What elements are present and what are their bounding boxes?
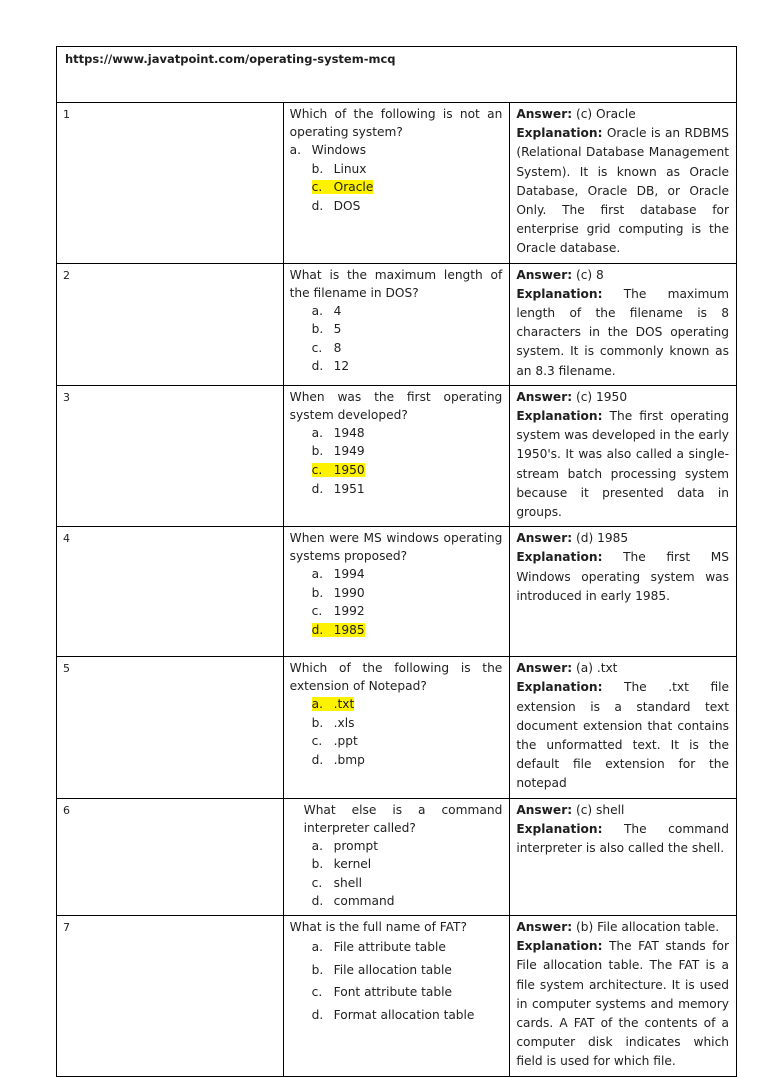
options-list (290, 424, 503, 498)
option-letter: d. (311, 198, 324, 213)
option-item (312, 565, 503, 584)
option-item (312, 461, 503, 480)
answer-label: Answer: (516, 531, 573, 546)
option-content (312, 199, 361, 213)
option-text: .ppt (333, 734, 358, 749)
correct-option-highlight (312, 623, 365, 637)
answer-value: (d) 1985 (575, 531, 629, 546)
option-item (312, 178, 503, 197)
question-row-1 (57, 103, 737, 264)
question-cell (283, 657, 510, 798)
option-text: Windows (311, 143, 367, 157)
option-item (312, 874, 503, 893)
option-text: .txt (333, 697, 355, 712)
option-letter: a. (311, 697, 323, 712)
question-text: Which of the following is the extension of Notepad? (289, 661, 503, 694)
option-letter: c. (311, 180, 323, 195)
option-text: .bmp (333, 753, 365, 768)
options-list (290, 695, 503, 769)
question-number: 2 (57, 263, 284, 385)
option-letter: c. (311, 985, 323, 1000)
answer-cell (510, 527, 737, 657)
question-number: 4 (57, 527, 284, 657)
answer-label: Answer: (516, 802, 573, 817)
explanation-line (516, 407, 729, 522)
option-letter: d. (311, 1007, 324, 1022)
explanation-text: The command interpreter is also called the shell. (516, 821, 730, 856)
answer-cell (510, 916, 737, 1077)
mcq-document (56, 46, 737, 1077)
options-list (290, 302, 503, 376)
options-list (290, 936, 503, 1026)
option-text: 1992 (333, 604, 365, 619)
option-content (312, 876, 362, 890)
explanation-line (516, 285, 729, 381)
option-item (312, 442, 503, 461)
option-content (312, 482, 365, 496)
answer-cell (510, 657, 737, 798)
question-row-5 (57, 657, 737, 798)
option-content (312, 604, 365, 618)
answer-value: (c) 8 (575, 267, 604, 282)
option-content (312, 716, 355, 730)
option-letter: a. (311, 838, 323, 853)
option-letter: a. (311, 303, 323, 318)
explanation-text: The maximum length of the filename is 8 characters in the DOS operating system. It is commonly known as an 8.3 filename. (516, 286, 729, 378)
option-text: .xls (333, 715, 355, 730)
question-text: When were MS windows operating systems proposed? (289, 531, 503, 564)
option-text: 1994 (333, 567, 365, 582)
explanation-line (516, 678, 729, 793)
answer-cell (510, 263, 737, 385)
question-row-4 (57, 527, 737, 657)
option-letter: d. (311, 481, 324, 496)
option-content (312, 857, 372, 871)
question-row-6 (57, 798, 737, 915)
answer-line (516, 266, 729, 285)
option-content (312, 322, 342, 336)
option-text: Oracle (333, 180, 374, 195)
question-cell (283, 385, 510, 526)
answer-label: Answer: (516, 267, 573, 282)
answer-cell (510, 798, 737, 915)
option-item (312, 302, 503, 321)
question-row-3 (57, 385, 737, 526)
option-content (312, 426, 365, 440)
option-text: 1949 (333, 444, 365, 459)
option-letter: c. (311, 734, 323, 749)
option-item (312, 320, 503, 339)
option-content (312, 586, 365, 600)
mcq-table (56, 46, 737, 1077)
option-item (312, 621, 503, 640)
option-item (312, 602, 503, 621)
option-text: prompt (333, 838, 378, 853)
option-letter: d. (311, 753, 324, 768)
option-letter: c. (311, 875, 323, 890)
question-text: What is the full name of FAT? (289, 920, 467, 935)
option-text: shell (333, 875, 363, 890)
option-item (312, 855, 503, 874)
explanation-text: The FAT stands for File allocation table. The FAT is a file system architecture. It is used in computer systems and memory cards. A FAT of the contents of a computer disk indicates which field is used for which file. (516, 939, 729, 1069)
option-letter: b. (311, 962, 324, 977)
question-number: 5 (57, 657, 284, 798)
option-item (312, 981, 503, 1004)
option-letter: d. (311, 623, 324, 638)
explanation-label: Explanation: (516, 821, 603, 836)
option-content (312, 341, 342, 355)
answer-line (516, 388, 729, 407)
option-letter: a. (311, 425, 323, 440)
option-content (312, 963, 452, 977)
option-letter: c. (311, 604, 323, 619)
option-content (312, 304, 342, 318)
option-item (312, 197, 503, 216)
option-letter: b. (311, 444, 324, 459)
answer-cell (510, 103, 737, 264)
question-text: What else is a command interpreter called? (303, 802, 503, 835)
option-letter: b. (311, 857, 324, 872)
options-list (290, 565, 503, 639)
option-content (312, 894, 395, 908)
option-item (312, 695, 503, 714)
option-text: 1951 (333, 481, 365, 496)
answer-line (516, 105, 729, 124)
option-letter: b. (311, 715, 324, 730)
option-letter: a. (311, 567, 323, 582)
answer-label: Answer: (516, 661, 573, 676)
answer-label: Answer: (516, 920, 573, 935)
option-content (312, 839, 378, 853)
explanation-text: Oracle is an RDBMS (Relational Database Management System). It is known as Oracle Database, Oracle DB, or Oracle Only. The first database for enterprise grid computing is the Oracle database. (516, 126, 729, 256)
option-content (312, 444, 365, 458)
explanation-line (516, 548, 729, 606)
option-content (312, 985, 452, 999)
option-letter: c. (311, 340, 323, 355)
option-text: File attribute table (333, 940, 446, 955)
question-cell (283, 263, 510, 385)
options-list (290, 837, 503, 911)
option-item (290, 141, 503, 160)
url-row (57, 47, 737, 103)
question-row-7 (57, 916, 737, 1077)
explanation-line (516, 820, 729, 858)
option-item (312, 714, 503, 733)
answer-value: (c) 1950 (575, 389, 628, 404)
option-content (312, 359, 350, 373)
answer-cell (510, 385, 737, 526)
option-content (312, 940, 446, 954)
question-cell (283, 798, 510, 915)
option-item (312, 160, 503, 179)
correct-option-highlight (312, 697, 355, 711)
question-text: Which of the following is not an operating system? (289, 107, 503, 139)
option-content (312, 753, 365, 767)
explanation-label: Explanation: (516, 939, 603, 954)
explanation-line (516, 937, 729, 1071)
option-letter: b. (311, 585, 324, 600)
option-text: Linux (333, 161, 367, 176)
option-item (312, 732, 503, 751)
option-letter: d. (311, 894, 324, 909)
option-letter: c. (311, 463, 323, 478)
option-content (312, 162, 367, 176)
question-number: 1 (57, 103, 284, 264)
option-letter: a. (311, 940, 323, 955)
answer-value: (c) Oracle (575, 107, 636, 121)
explanation-text: The .txt file extension is a standard text document extension that contains the unformatted text. It is the default file extension for the notepad (516, 680, 730, 791)
option-text: DOS (333, 198, 361, 213)
answer-line (516, 659, 729, 678)
answer-value: (b) File allocation table. (575, 920, 720, 935)
answer-label: Answer: (516, 107, 573, 121)
option-text: Format allocation table (333, 1007, 475, 1022)
explanation-text: The first operating system was developed in the early 1950's. It was also called a single-stream batch processing system because it presented data in groups. (516, 409, 729, 520)
question-cell (283, 527, 510, 657)
option-text: 4 (333, 303, 342, 318)
answer-line (516, 801, 729, 820)
option-text: 1990 (333, 585, 365, 600)
question-text: When was the first operating system developed? (289, 389, 503, 422)
option-text: 1948 (333, 425, 365, 440)
option-text: 1950 (333, 463, 365, 478)
explanation-text: The first MS Windows operating system was introduced in early 1985. (516, 550, 730, 603)
explanation-line (516, 124, 729, 258)
option-item (312, 1004, 503, 1027)
option-text: 12 (333, 359, 350, 374)
option-text: Font attribute table (333, 985, 452, 1000)
option-text: kernel (333, 857, 372, 872)
explanation-label: Explanation: (516, 550, 603, 565)
option-item (312, 892, 503, 911)
option-content (312, 567, 365, 581)
question-text: What is the maximum length of the filename in DOS? (289, 267, 503, 300)
options-list (290, 141, 503, 215)
option-item (312, 837, 503, 856)
correct-option-highlight (312, 463, 365, 477)
option-item (312, 936, 503, 959)
option-text: 1985 (333, 623, 365, 638)
option-letter: d. (311, 359, 324, 374)
answer-line (516, 529, 729, 548)
option-item (312, 584, 503, 603)
option-text: 8 (333, 340, 342, 355)
option-content (290, 143, 366, 157)
option-content (312, 1008, 475, 1022)
explanation-label: Explanation: (516, 126, 603, 141)
answer-value: (a) .txt (575, 661, 618, 676)
option-item (312, 480, 503, 499)
option-item (312, 357, 503, 376)
question-number: 3 (57, 385, 284, 526)
option-text: File allocation table (333, 962, 452, 977)
option-letter: b. (311, 161, 324, 176)
answer-line (516, 918, 729, 937)
option-item (312, 959, 503, 982)
question-cell (283, 916, 510, 1077)
option-item (312, 751, 503, 770)
source-url: https://www.javatpoint.com/operating-system-mcq (57, 47, 737, 103)
explanation-label: Explanation: (516, 286, 603, 301)
option-text: command (333, 894, 395, 909)
explanation-label: Explanation: (516, 680, 603, 695)
option-text: 5 (333, 322, 342, 337)
answer-label: Answer: (516, 389, 573, 404)
question-row-2 (57, 263, 737, 385)
question-number: 7 (57, 916, 284, 1077)
question-number: 6 (57, 798, 284, 915)
option-content (312, 734, 358, 748)
correct-option-highlight (312, 180, 374, 194)
option-item (312, 339, 503, 358)
option-letter: a. (289, 143, 301, 157)
answer-value: (c) shell (575, 802, 625, 817)
option-letter: b. (311, 322, 324, 337)
explanation-label: Explanation: (516, 409, 603, 424)
question-cell (283, 103, 510, 264)
option-item (312, 424, 503, 443)
